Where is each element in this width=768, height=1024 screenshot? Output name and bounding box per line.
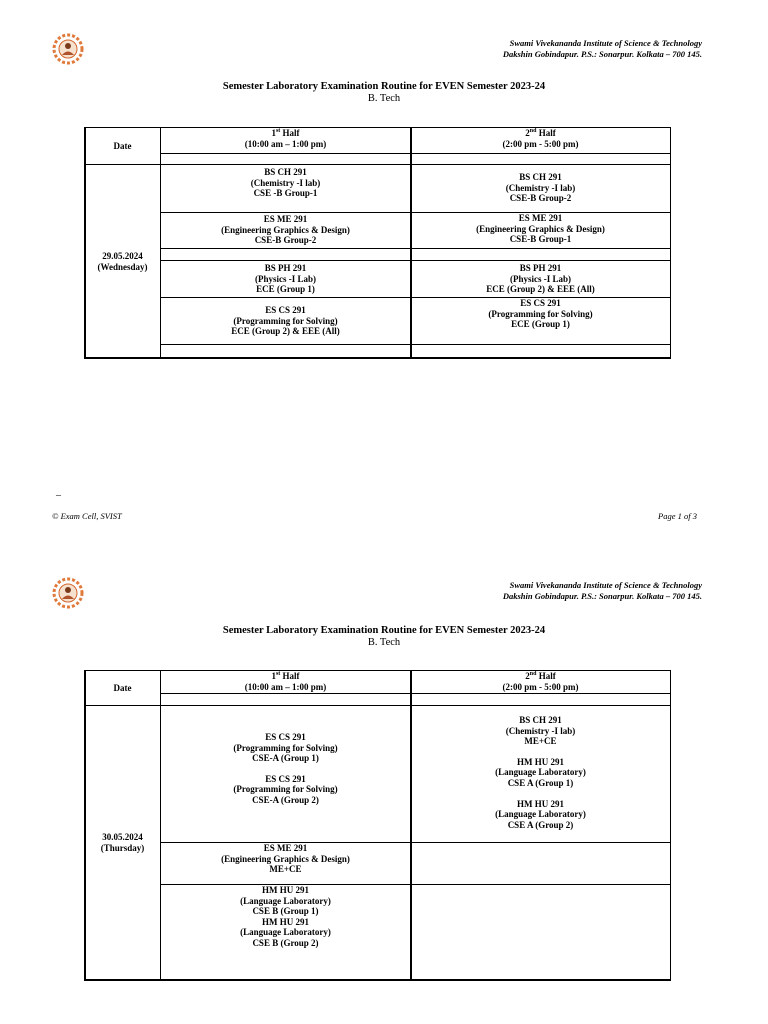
page-subtitle: B. Tech bbox=[367, 93, 401, 104]
exam-date: 29.05.2024 (Wednesday) bbox=[97, 251, 148, 272]
exam-entry: ES ME 291 (Engineering Graphics & Design) CSE-B Group-1 bbox=[476, 213, 605, 245]
date-header: Date bbox=[113, 683, 132, 693]
exam-entry: ES CS 291 (Programming for Solving) ECE (Group 2) & EEE (All) bbox=[231, 305, 340, 337]
exam-entry: ES ME 291 (Engineering Graphics & Design) ME+CE bbox=[221, 843, 350, 875]
exam-entry: BS CH 291 (Chemistry -I lab) CSE-B Group-2 bbox=[505, 172, 576, 204]
first-half-header: 1st Half (10:00 am – 1:00 pm) bbox=[244, 671, 327, 692]
date-header: Date bbox=[113, 141, 132, 151]
second-half-header: 2nd Half (2:00 pm - 5:00 pm) bbox=[502, 671, 579, 692]
exam-entry: BS PH 291 (Physics -I Lab) ECE (Group 1) bbox=[254, 263, 316, 295]
exam-entry: ES CS 291 (Programming for Solving) CSE-A (Group 1) ES CS 291 (Programming for Solving) CSE-A (Group 2) bbox=[233, 732, 338, 805]
page-subtitle: B. Tech bbox=[367, 637, 401, 648]
exam-entry: ES ME 291 (Engineering Graphics & Design) CSE-B Group-2 bbox=[221, 214, 350, 246]
exam-entry: HM HU 291 (Language Laboratory) CSE B (Group 1) HM HU 291 (Language Laboratory) CSE B (Group 2) bbox=[240, 885, 331, 948]
institute-address: Dakshin Gobindapur. P.S.: Sonarpur. Kolkata – 700 145. bbox=[502, 591, 702, 601]
second-half-header: 2nd Half (2:00 pm - 5:00 pm) bbox=[502, 128, 579, 149]
exam-date: 30.05.2024 (Thursday) bbox=[100, 832, 145, 853]
page-title: Semester Laboratory Examination Routine for EVEN Semester 2023-24 bbox=[222, 81, 546, 92]
institute-name: Swami Vivekananda Institute of Science & Technology bbox=[509, 580, 702, 590]
institute-logo bbox=[51, 576, 85, 610]
exam-entry: BS PH 291 (Physics -I Lab) ECE (Group 2) & EEE (All) bbox=[486, 263, 595, 295]
footer-copyright: © Exam Cell, SVIST bbox=[52, 511, 122, 521]
institute-address: Dakshin Gobindapur. P.S.: Sonarpur. Kolkata – 700 145. bbox=[502, 49, 702, 59]
page-title: Semester Laboratory Examination Routine for EVEN Semester 2023-24 bbox=[222, 625, 546, 636]
institute-logo bbox=[51, 32, 85, 66]
footer-page-number: Page 1 of 3 bbox=[658, 511, 697, 521]
institute-header bbox=[503, 580, 702, 602]
institute-header bbox=[503, 38, 702, 60]
exam-entry: BS CH 291 (Chemistry -I lab) CSE -B Group-1 bbox=[250, 167, 321, 199]
exam-entry: BS CH 291 (Chemistry -I lab) ME+CE HM HU 291 (Language Laboratory) CSE A (Group 1) HM HU 291 (Language Laboratory) CSE A (Group 2) bbox=[495, 715, 586, 830]
stray-dash: – bbox=[56, 490, 61, 501]
institute-name: Swami Vivekananda Institute of Science & Technology bbox=[509, 38, 702, 48]
first-half-header: 1st Half (10:00 am – 1:00 pm) bbox=[244, 128, 327, 149]
exam-entry: ES CS 291 (Programming for Solving) ECE (Group 1) bbox=[488, 298, 593, 330]
